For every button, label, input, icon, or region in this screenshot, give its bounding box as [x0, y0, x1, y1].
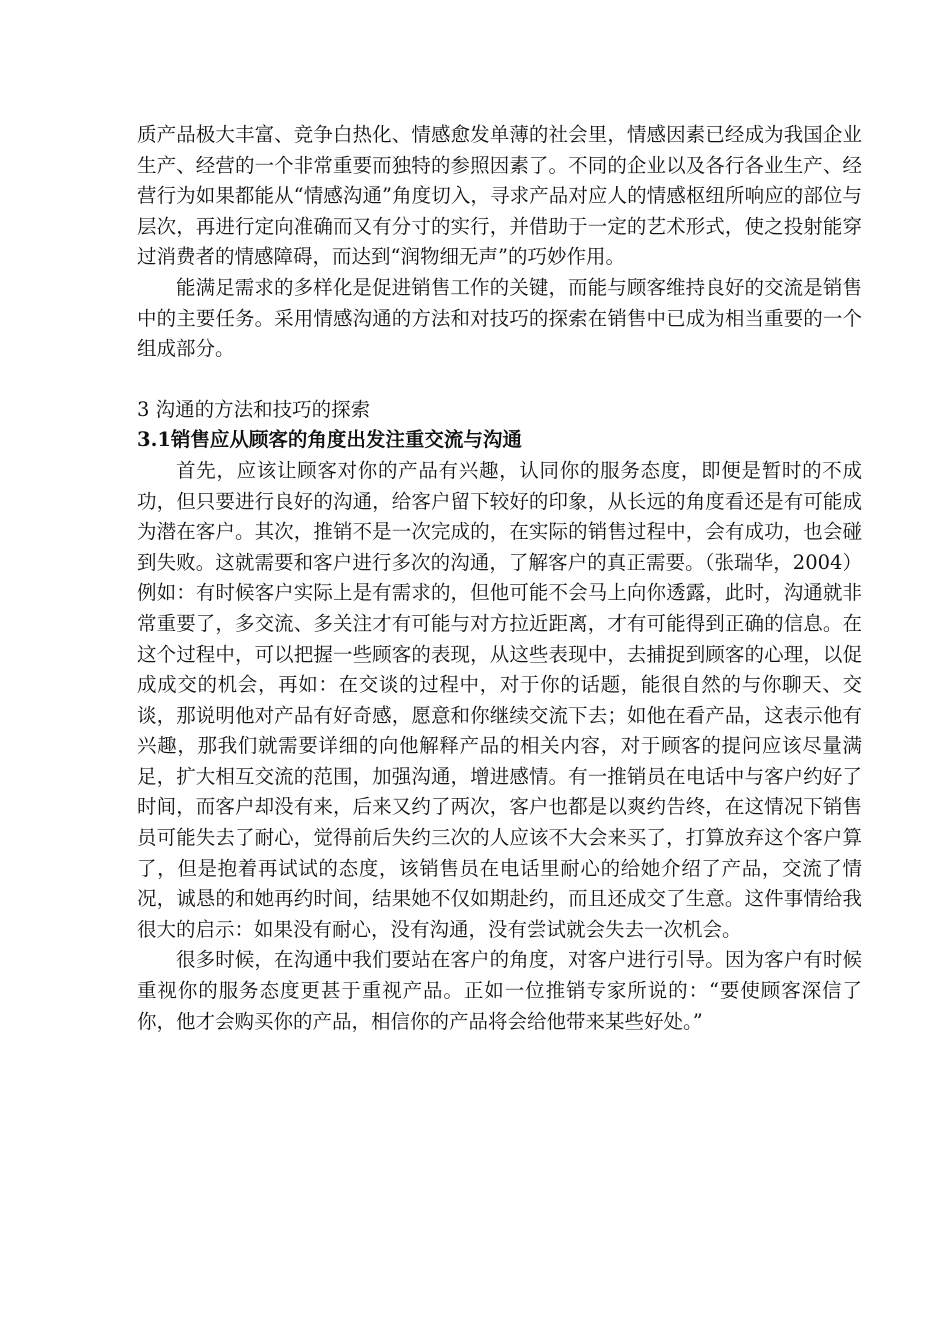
paragraph-customer-perspective: 首先，应该让顾客对你的产品有兴趣，认同你的服务态度，即便是暂时的不成功，但只要进行良好的沟通，给客户留下较好的印象，从长远的角度看还是有可能成为潜在客户。其次，推销不是一次完成的，在实际的销售过程中，会有成功，也会碰到失败。这就需要和客户进行多次的沟通，了解客户的真正需要。（张瑞华，2004）例如：有时候客户实际上是有需求的，但他可能不会马上向你透露，此时，沟通就非常重要了，多交流、多关注才有可能与对方拉近距离，才有可能得到正确的信息。在这个过程中，可以把握一些顾客的表现，从这些表现中，去捕捉到顾客的心理，以促成成交的机会，再如：在交谈的过程中，对于你的话题，能很自然的与你聊天、交谈，那说明他对产品有好奇感，愿意和你继续交流下去；如他在看产品，这表示他有兴趣，那我们就需要详细的向他解释产品的相关内容，对于顾客的提问应该尽量满足，扩大相互交流的范围，加强沟通，增进感情。有一推销员在电话中与客户约好了时间，而客户却没有来，后来又约了两次，客户也都是以爽约告终，在这情况下销售员可能失去了耐心，觉得前后失约三次的人应该不大会来买了，打算放弃这个客户算了，但是抱着再试试的态度，该销售员在电话里耐心的给她介绍了产品，交流了情况，诚恳的和她再约时间，结果她不仅如期赴约，而且还成交了生意。这件事情给我很大的启示：如果没有耐心，没有沟通，没有尝试就会失去一次机会。 [137, 458, 862, 941]
section-spacer [137, 365, 862, 395]
subsection-heading: 3.1销售应从顾客的角度出发注重交流与沟通 [137, 428, 522, 452]
paragraph-continuation: 质产品极大丰富、竞争白热化、情感愈发单薄的社会里，情感因素已经成为我国企业生产、经营的一个非常重要而独特的参照因素了。不同的企业以及各行各业生产、经营行为如果都能从“情感沟通”角度切入，寻求产品对应人的情感枢纽所响应的部位与层次，再进行定向准确而又有分寸的实行，并借助于一定的艺术形式，使之投射能穿过消费者的情感障碍，而达到“润物细无声”的巧妙作用。 [137, 123, 862, 269]
document-page [137, 120, 862, 1037]
paragraph-sales-needs: 能满足需求的多样化是促进销售工作的关键，而能与顾客维持良好的交流是销售中的主要任务。采用情感沟通的方法和对技巧的探索在销售中已成为相当重要的一个组成部分。 [137, 275, 862, 361]
section-heading: 3 沟通的方法和技巧的探索 [137, 397, 371, 421]
paragraph-guidance: 很多时候，在沟通中我们要站在客户的角度，对客户进行引导。因为客户有时候重视你的服务态度更甚于重视产品。正如一位推销专家所说的：“要使顾客深信了你，他才会购买你的产品，相信你的产品将会给他带来某些好处。” [137, 948, 862, 1033]
